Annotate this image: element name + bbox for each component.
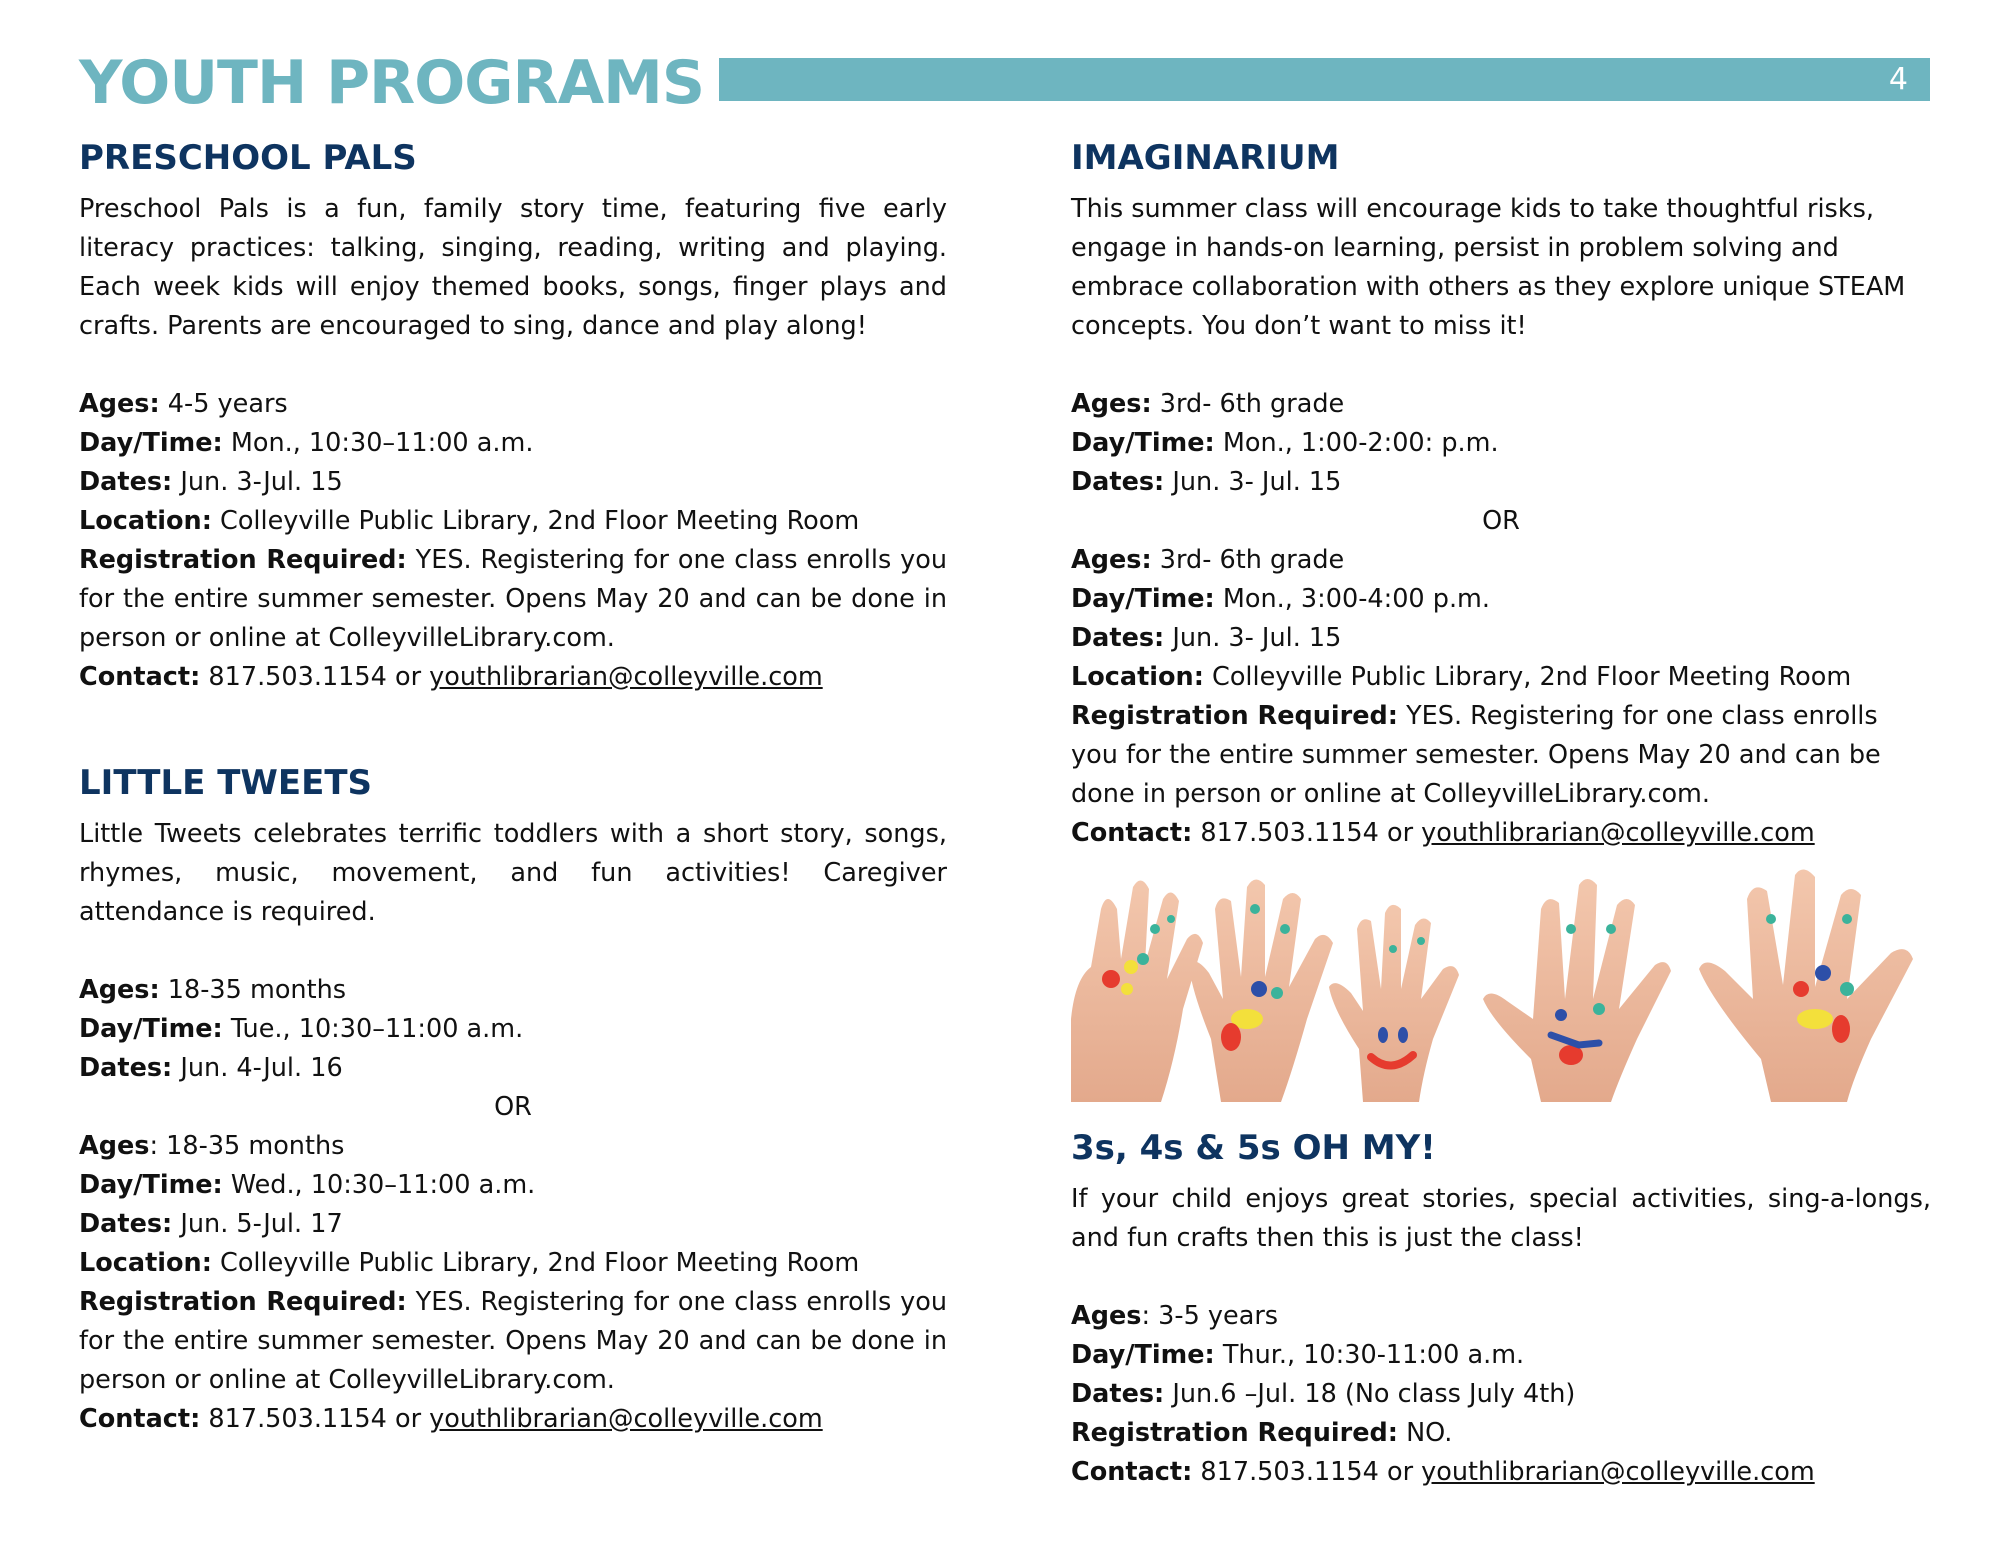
section-description: Little Tweets celebrates terrific toddlers with a short story, songs, rhymes, music, movement, and fun activities! Caregiver attendance is required. bbox=[79, 819, 947, 927]
daytime-row: Day/Time: Tue., 10:30–11:00 a.m. bbox=[79, 1014, 524, 1044]
dates-row: Dates: Jun. 5-Jul. 17 bbox=[79, 1209, 343, 1239]
right-column bbox=[1071, 130, 1931, 1492]
contact-row: Contact: 817.503.1154 or youthlibrarian@colleyville.com bbox=[1071, 1457, 1815, 1487]
dates-row: Dates: Jun. 3- Jul. 15 bbox=[1071, 623, 1342, 653]
little-tweets-section bbox=[79, 755, 947, 1439]
daytime-row: Day/Time: Thur., 10:30-11:00 a.m. bbox=[1071, 1340, 1525, 1370]
ages-row: Ages: 18-35 months bbox=[79, 1131, 345, 1161]
hand-5 bbox=[1699, 869, 1913, 1102]
ages-row: Ages: 4-5 years bbox=[79, 389, 288, 419]
daytime-row: Day/Time: Wed., 10:30–11:00 a.m. bbox=[79, 1170, 536, 1200]
daytime-row: Day/Time: Mon., 3:00-4:00 p.m. bbox=[1071, 584, 1490, 614]
preschool-pals-section bbox=[79, 130, 947, 697]
page-number: 4 bbox=[1888, 62, 1908, 97]
contact-email-link[interactable]: youthlibrarian@colleyville.com bbox=[1421, 818, 1815, 848]
section-description: Preschool Pals is a fun, family story time, featuring five early literacy practices: talking, singing, reading, writing and playing. Each week kids will enjoy themed books, songs, finger plays and crafts. Parents are encouraged to sing, dance and play along! bbox=[79, 194, 947, 341]
page-header bbox=[79, 48, 1930, 118]
section-title: LITTLE TWEETS bbox=[79, 763, 373, 803]
contact-email-link[interactable]: youthlibrarian@colleyville.com bbox=[1421, 1457, 1815, 1487]
contact-email-link[interactable]: youthlibrarian@colleyville.com bbox=[429, 662, 823, 692]
ages-row: Ages: 18-35 months bbox=[79, 975, 347, 1005]
registration-row: Registration Required: YES. Registering for one class enrolls you for the entire summer semester. Opens May 20 and can be done in person or online at ColleyvilleLibrary.com. bbox=[79, 1287, 947, 1395]
location-row: Location: Colleyville Public Library, 2nd Floor Meeting Room bbox=[1071, 662, 1852, 692]
location-row: Location: Colleyville Public Library, 2nd Floor Meeting Room bbox=[79, 1248, 860, 1278]
location-row: Location: Colleyville Public Library, 2nd Floor Meeting Room bbox=[79, 506, 860, 536]
dates-row: Dates: Jun. 3- Jul. 15 bbox=[1071, 467, 1342, 497]
section-description: If your child enjoys great stories, special activities, sing-a-longs, and fun crafts then this is just the class! bbox=[1071, 1184, 1931, 1253]
hand-3 bbox=[1329, 905, 1459, 1102]
registration-row: Registration Required: YES. Registering for one class enrolls you for the entire summer semester. Opens May 20 and can be done in person or online at ColleyvilleLibrary.com. bbox=[1071, 701, 1881, 809]
ages-row: Ages: 3rd- 6th grade bbox=[1071, 545, 1345, 575]
contact-row: Contact: 817.503.1154 or youthlibrarian@colleyville.com bbox=[1071, 818, 1815, 848]
hand-4 bbox=[1483, 879, 1671, 1102]
registration-row: Registration Required: NO. bbox=[1071, 1418, 1453, 1448]
section-title: 3s, 4s & 5s OH MY! bbox=[1071, 1128, 1436, 1168]
dates-row: Dates: Jun. 4-Jul. 16 bbox=[79, 1053, 343, 1083]
registration-row: Registration Required: YES. Registering for one class enrolls you for the entire summer semester. Opens May 20 and can be done in person or online at ColleyvilleLibrary.com. bbox=[79, 545, 947, 653]
painted-hands-photo bbox=[1071, 869, 1931, 1102]
ages-row: Ages: 3-5 years bbox=[1071, 1301, 1279, 1331]
dates-row: Dates: Jun. 3-Jul. 15 bbox=[79, 467, 343, 497]
dates-row: Dates: Jun.6 –Jul. 18 (No class July 4th) bbox=[1071, 1379, 1576, 1409]
left-column bbox=[79, 130, 947, 1439]
contact-email-link[interactable]: youthlibrarian@colleyville.com bbox=[429, 1404, 823, 1434]
painted-hands-illustration bbox=[1071, 869, 1931, 1102]
section-title: PRESCHOOL PALS bbox=[79, 138, 417, 178]
section-title: IMAGINARIUM bbox=[1071, 138, 1340, 178]
header-accent-bar bbox=[719, 58, 1930, 101]
imaginarium-section bbox=[1071, 130, 1931, 853]
page-title: YOUTH PROGRAMS bbox=[79, 48, 705, 118]
or-separator: OR bbox=[494, 1092, 532, 1122]
hand-2 bbox=[1189, 879, 1333, 1102]
hand-1 bbox=[1071, 880, 1203, 1102]
contact-row: Contact: 817.503.1154 or youthlibrarian@colleyville.com bbox=[79, 1404, 823, 1434]
ages-row: Ages: 3rd- 6th grade bbox=[1071, 389, 1345, 419]
or-separator: OR bbox=[1482, 506, 1520, 536]
oh-my-section bbox=[1071, 1120, 1931, 1492]
section-description: This summer class will encourage kids to take thoughtful risks, engage in hands-on learning, persist in problem solving and embrace collaboration with others as they explore unique STEAM concepts. You don’t want to miss it! bbox=[1071, 194, 1906, 341]
daytime-row: Day/Time: Mon., 10:30–11:00 a.m. bbox=[79, 428, 534, 458]
daytime-row: Day/Time: Mon., 1:00-2:00: p.m. bbox=[1071, 428, 1499, 458]
contact-row: Contact: 817.503.1154 or youthlibrarian@colleyville.com bbox=[79, 662, 823, 692]
